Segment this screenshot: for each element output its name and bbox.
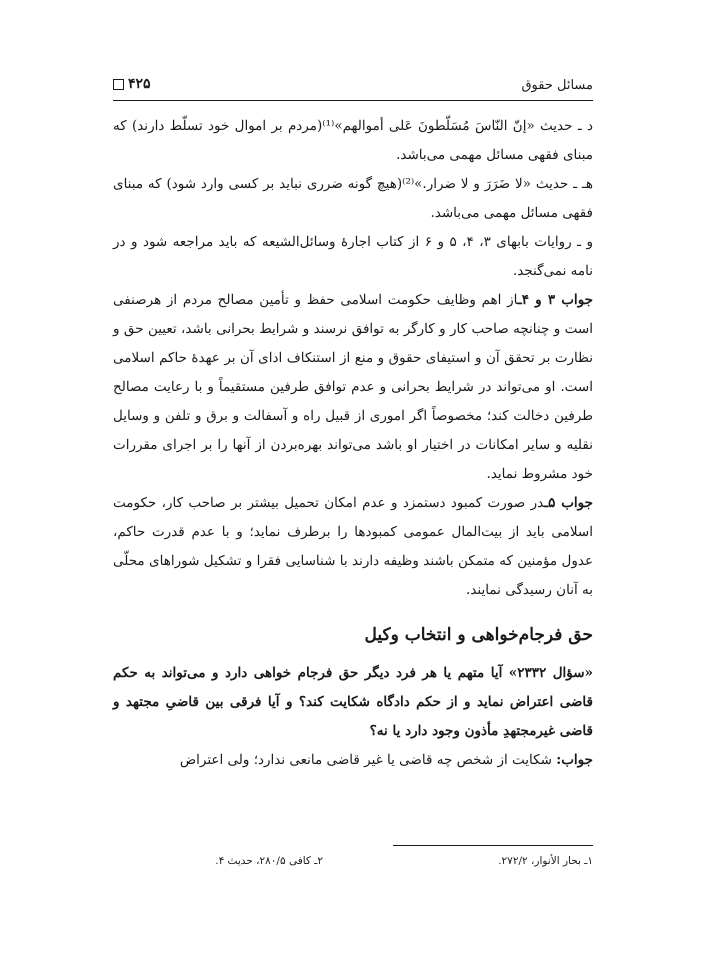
paragraph-text: د ـ حديث «إنّ النّاسَ مُسَلّطونَ عَلى أموالهم»⁽¹⁾(مردم بر اموال خود تسلّط دارند) که مبنای فقهی مسائل مهمی می‌باشد. <box>113 118 593 163</box>
question-block <box>113 659 593 746</box>
running-title: مسائل حقوق <box>521 78 593 93</box>
paragraph-v <box>113 228 593 286</box>
paragraph-h <box>113 170 593 228</box>
page-header <box>113 76 593 98</box>
page-number <box>113 76 151 92</box>
question-label: «سؤال ۲۳۳۲» <box>508 665 593 681</box>
section-heading: حق فرجام‌خواهی و انتخاب وکيل <box>364 625 593 645</box>
question-text: آيا متهم يا هر فرد ديگر حق فرجام خواهی دارد و می‌تواند به حکم قاضی اعتراض نمايد و از حکم دادگاه شکايت کند؟ و آيا فرقی بين قاضیِ مجتهد و قاضی غيرمجتهدِ مأذون وجود دارد يا نه؟ <box>113 665 593 739</box>
answer-text: شکايت از شخص چه قاضی يا غير قاضی مانعی ندارد؛ ولی اعتراض <box>179 752 552 768</box>
answer-lead: جواب ۵ـ <box>544 495 593 511</box>
paragraph-text: و ـ روايات بابهای ۳، ۴، ۵ و ۶ از کتاب اجارهٔ وسائل‌الشيعه که بايد مراجعه شود و در نامه نمی‌گنجد. <box>113 234 594 279</box>
paragraph-text: هـ ـ حديث «لا ضَرَرَ و لا ضرار.»⁽²⁾(هيچ گونه ضرری نبايد بر کسی وارد شود) که مبنای فقهی مسائل مهمی می‌باشد. <box>113 176 594 221</box>
page-number-text: ۴۲۵ <box>128 76 151 92</box>
answer-lead: جواب: <box>556 752 593 768</box>
paragraph-text: از اهم وظايف حکومت اسلامی حفظ و تأمين مصالح مردم از هرصنفی است و چنانچه صاحب کار و کارگر به توافق نرسند و شرايط بحرانی باشد، تعيين حق و نظارت بر تحقق آن و استيفای حقوق و منع از استنکاف ادای آن بر عهدهٔ حاکم اسلامی است. او می‌تواند در شرايط بحرانی و عدم توافق طرفين مستقيماً و با رعايت مصالح طرفين دخالت کند؛ مخصوصاً اگر اموری از قبيل راه و آسفالت و برق و تلفن و وسايل نقليه و ساير امکانات در اختيار او باشد می‌تواند بهره‌بردن از آنها را بر اجرای مقررات خود مشروط نمايد. <box>113 292 593 482</box>
square-ornament-icon <box>113 79 124 90</box>
footnote-2: ۲ـ کافی ۲۸۰/۵، حديث ۴. <box>215 855 323 867</box>
answer-lead: جواب ۳ و ۴ـ <box>517 292 594 308</box>
footnotes <box>113 855 593 873</box>
footnote-divider <box>393 845 593 846</box>
header-divider <box>113 100 593 101</box>
paragraph-text: در صورت کمبود دستمزد و عدم امکان تحميل بيشتر بر صاحب کار، حکومت اسلامی بايد از بيت‌المال عمومی کمبودها را برطرف نمايد؛ و با عدم قدرت حاکم، عدول مؤمنين که متمکن باشند وظيفه دارند با شناسايی فقرا و تشکيل شوراهای محلّی به آنان رسيدگی نمايند. <box>113 495 593 598</box>
answer-block <box>113 746 593 775</box>
main-text <box>113 112 593 775</box>
paragraph-d <box>113 112 593 170</box>
answer-3-4 <box>113 286 593 489</box>
answer-5 <box>113 489 593 605</box>
footnote-1: ۱ـ بحار الأنوار، ۲۷۲/۲. <box>498 855 593 867</box>
